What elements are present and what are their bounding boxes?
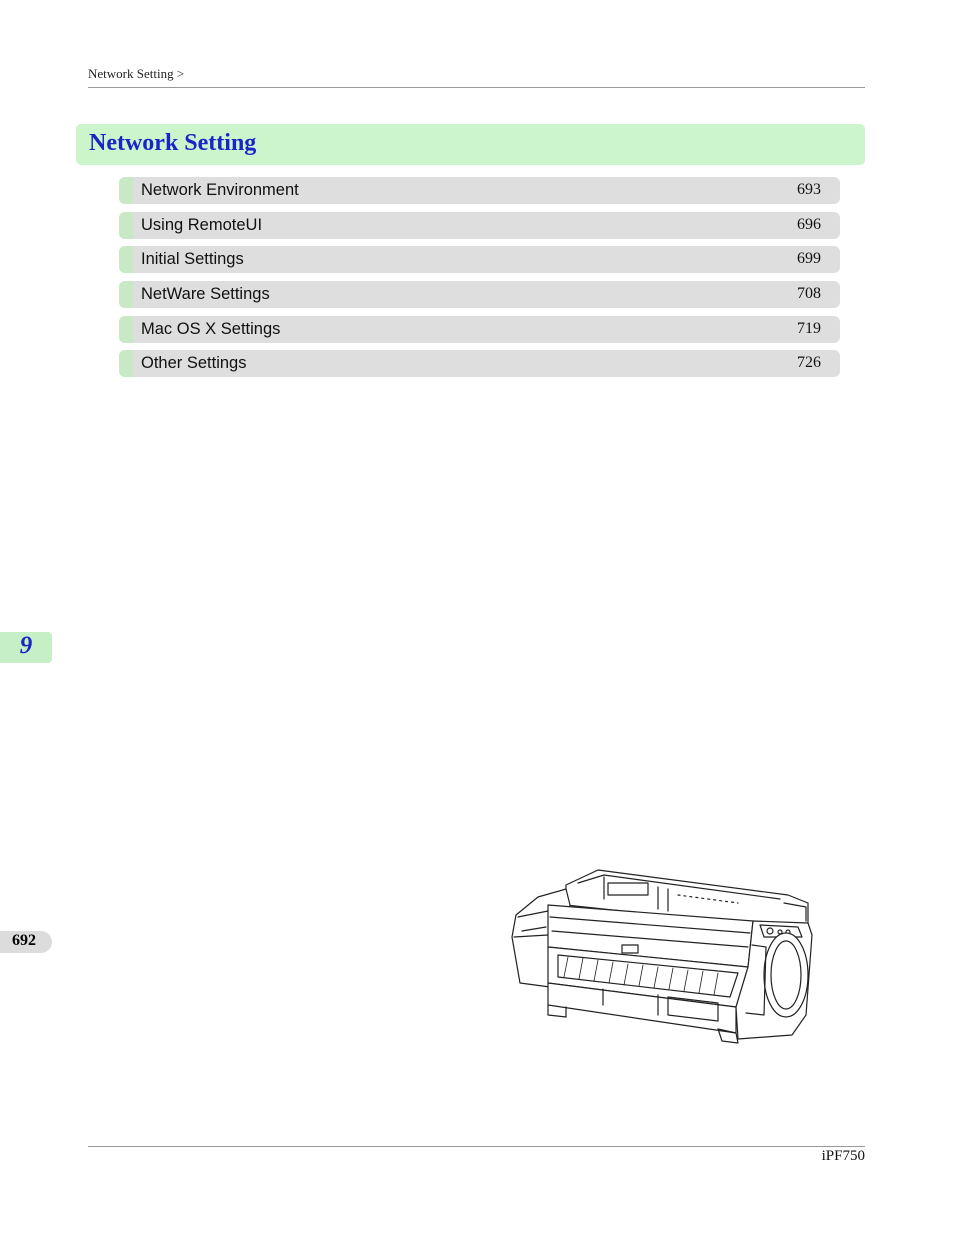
large-format-printer-icon <box>508 865 816 1047</box>
footer-divider <box>88 1146 865 1147</box>
toc-item-page: 696 <box>797 215 821 233</box>
chapter-tab <box>0 632 52 663</box>
toc-item-using-remoteui[interactable] <box>119 212 840 239</box>
toc-item-mac-os-x-settings[interactable] <box>119 316 840 343</box>
toc-item-page: 719 <box>797 319 821 337</box>
toc-item-label: Initial Settings <box>141 250 244 269</box>
toc-item-network-environment[interactable] <box>119 177 840 204</box>
section-header <box>76 124 865 165</box>
page-number-tab <box>0 931 52 953</box>
toc-item-page: 708 <box>797 285 821 303</box>
toc-item-label: Mac OS X Settings <box>141 319 281 338</box>
toc-item-netware-settings[interactable] <box>119 281 840 308</box>
table-of-contents <box>119 177 840 385</box>
breadcrumb[interactable]: Network Setting > <box>88 66 185 81</box>
toc-item-label: Other Settings <box>141 354 247 373</box>
chapter-number: 9 <box>19 632 33 659</box>
page-title: Network Setting <box>89 130 257 156</box>
toc-item-label: Using RemoteUI <box>141 215 263 234</box>
toc-item-page: 693 <box>797 181 821 198</box>
toc-item-page: 726 <box>797 354 821 372</box>
toc-item-initial-settings[interactable] <box>119 246 840 273</box>
model-name: iPF750 <box>821 1148 865 1164</box>
toc-item-label: NetWare Settings <box>141 285 270 304</box>
toc-item-label: Network Environment <box>141 181 299 199</box>
toc-item-page: 699 <box>797 250 821 268</box>
page-number: 692 <box>12 932 36 949</box>
header-divider <box>88 87 865 88</box>
toc-item-other-settings[interactable] <box>119 350 840 377</box>
